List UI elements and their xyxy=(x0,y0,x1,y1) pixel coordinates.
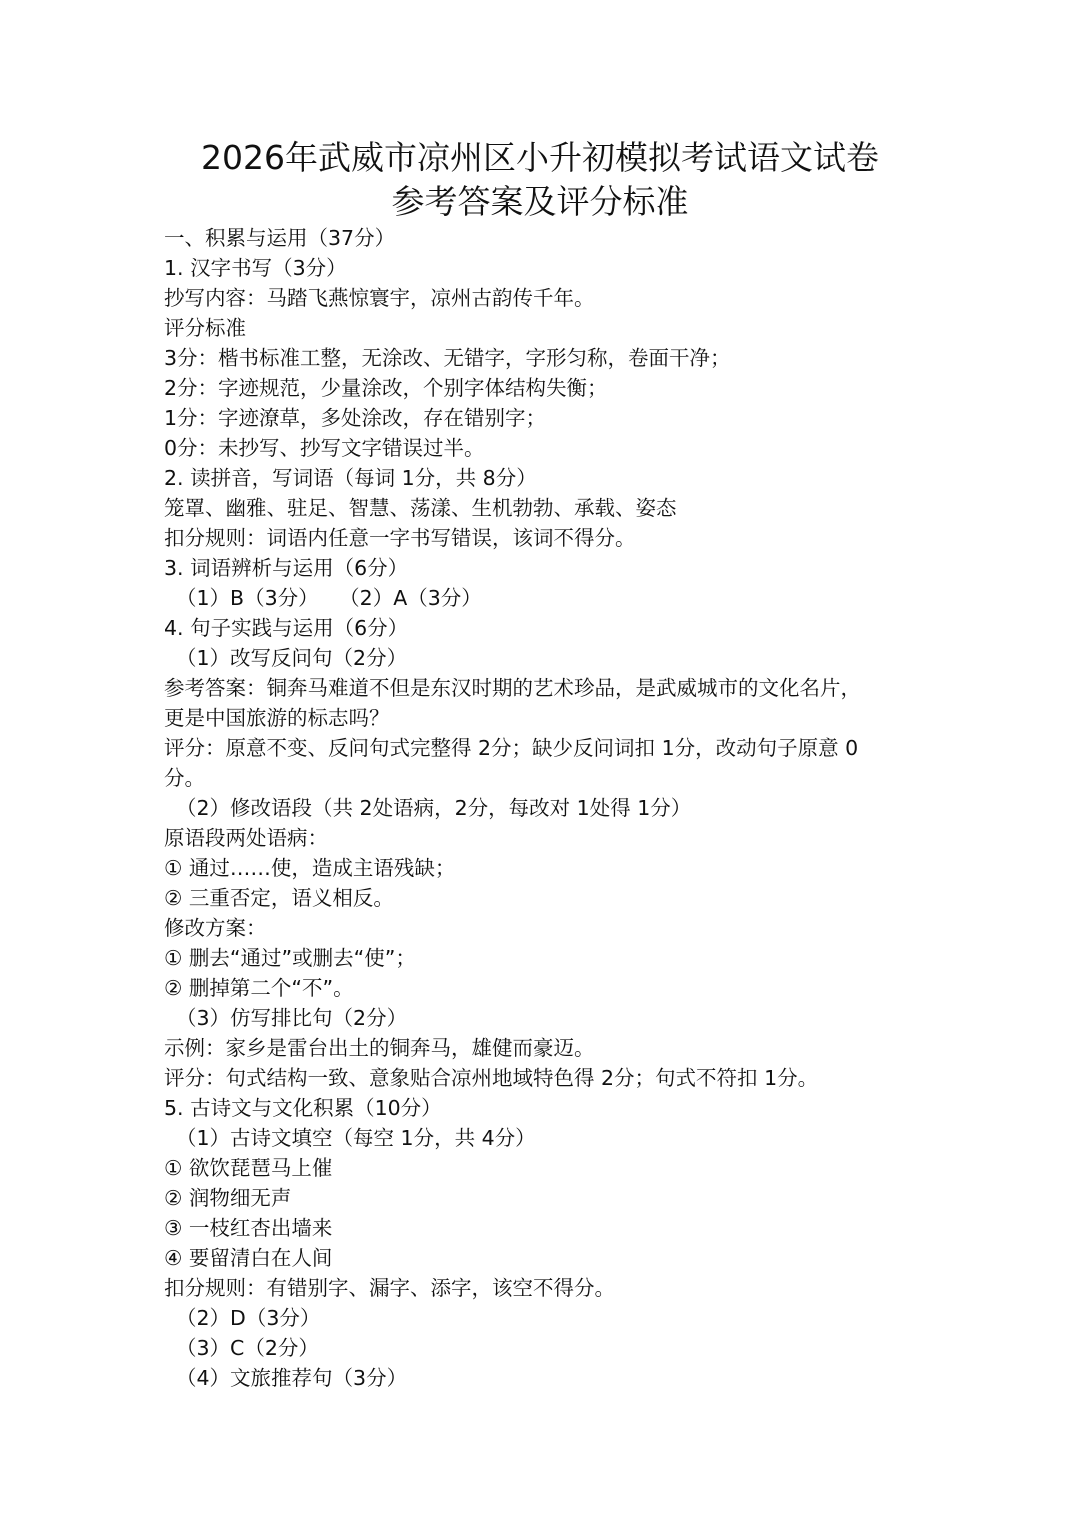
text-line: 参考答案：铜奔马难道不但是东汉时期的艺术珍品，是武威城市的文化名片， xyxy=(164,676,861,700)
text-line: 原语段两处语病： xyxy=(164,826,328,850)
question-heading: 4. 句子实践与运用（6分） xyxy=(164,616,409,640)
answer-line: （2）D（3分） xyxy=(176,1306,321,1330)
text-line: 扣分规则：有错别字、漏字、添字，该空不得分。 xyxy=(164,1276,615,1300)
text-line: 评分标准 xyxy=(164,316,246,340)
sub-question-heading: （4）文旅推荐句（3分） xyxy=(176,1366,408,1390)
answer-line: （1）B（3分） （2）A（3分） xyxy=(176,586,482,610)
answer-body xyxy=(164,223,924,1393)
question-heading: 5. 古诗文与文化积累（10分） xyxy=(164,1096,442,1120)
list-item: ② 润物细无声 xyxy=(164,1186,292,1210)
answer-line: （3）C（2分） xyxy=(176,1336,319,1360)
text-line: 0分：未抄写、抄写文字错误过半。 xyxy=(164,436,485,460)
text-line: 扣分规则：词语内任意一字书写错误，该词不得分。 xyxy=(164,526,636,550)
question-heading: 2. 读拼音，写词语（每词 1分，共 8分） xyxy=(164,466,537,490)
text-line: 评分：原意不变、反问句式完整得 2分；缺少反问词扣 1分，改动句子原意 0 xyxy=(164,736,859,760)
sub-question-heading: （3）仿写排比句（2分） xyxy=(176,1006,408,1030)
sub-question-heading: （1）改写反问句（2分） xyxy=(176,646,408,670)
text-line: 笼罩、幽雅、驻足、智慧、荡漾、生机勃勃、承载、姿态 xyxy=(164,496,677,520)
text-line: 评分：句式结构一致、意象贴合凉州地域特色得 2分；句式不符扣 1分。 xyxy=(164,1066,819,1090)
list-item: ① 欲饮琵琶马上催 xyxy=(164,1156,333,1180)
section-heading: 一、积累与运用（37分） xyxy=(164,226,396,250)
list-item: ④ 要留清白在人间 xyxy=(164,1246,333,1270)
list-item: ② 三重否定，语义相反。 xyxy=(164,886,394,910)
text-line: 示例：家乡是雷台出土的铜奔马，雄健而豪迈。 xyxy=(164,1036,595,1060)
text-line: 更是中国旅游的标志吗？ xyxy=(164,706,390,730)
question-heading: 1. 汉字书写（3分） xyxy=(164,256,347,280)
text-line: 1分：字迹潦草，多处涂改，存在错别字； xyxy=(164,406,547,430)
text-line: 分。 xyxy=(164,766,205,790)
document-title: 2026年武威市凉州区小升初模拟考试语文试卷 xyxy=(201,138,879,177)
list-item: ① 删去“通过”或删去“使”； xyxy=(164,946,416,970)
list-item: ① 通过……使，造成主语残缺； xyxy=(164,856,456,880)
document-subtitle: 参考答案及评分标准 xyxy=(391,182,689,221)
text-line: 抄写内容：马踏飞燕惊寰宇，凉州古韵传千年。 xyxy=(164,286,595,310)
text-line: 2分：字迹规范，少量涂改，个别字体结构失衡； xyxy=(164,376,608,400)
text-line: 修改方案： xyxy=(164,916,267,940)
question-heading: 3. 词语辨析与运用（6分） xyxy=(164,556,409,580)
sub-question-heading: （1）古诗文填空（每空 1分，共 4分） xyxy=(176,1126,536,1150)
sub-question-heading: （2）修改语段（共 2处语病，2分，每改对 1处得 1分） xyxy=(176,796,692,820)
list-item: ② 删掉第二个“不”。 xyxy=(164,976,354,1000)
text-line: 3分：楷书标准工整，无涂改、无错字，字形匀称，卷面干净； xyxy=(164,346,731,370)
list-item: ③ 一枝红杏出墙来 xyxy=(164,1216,333,1240)
